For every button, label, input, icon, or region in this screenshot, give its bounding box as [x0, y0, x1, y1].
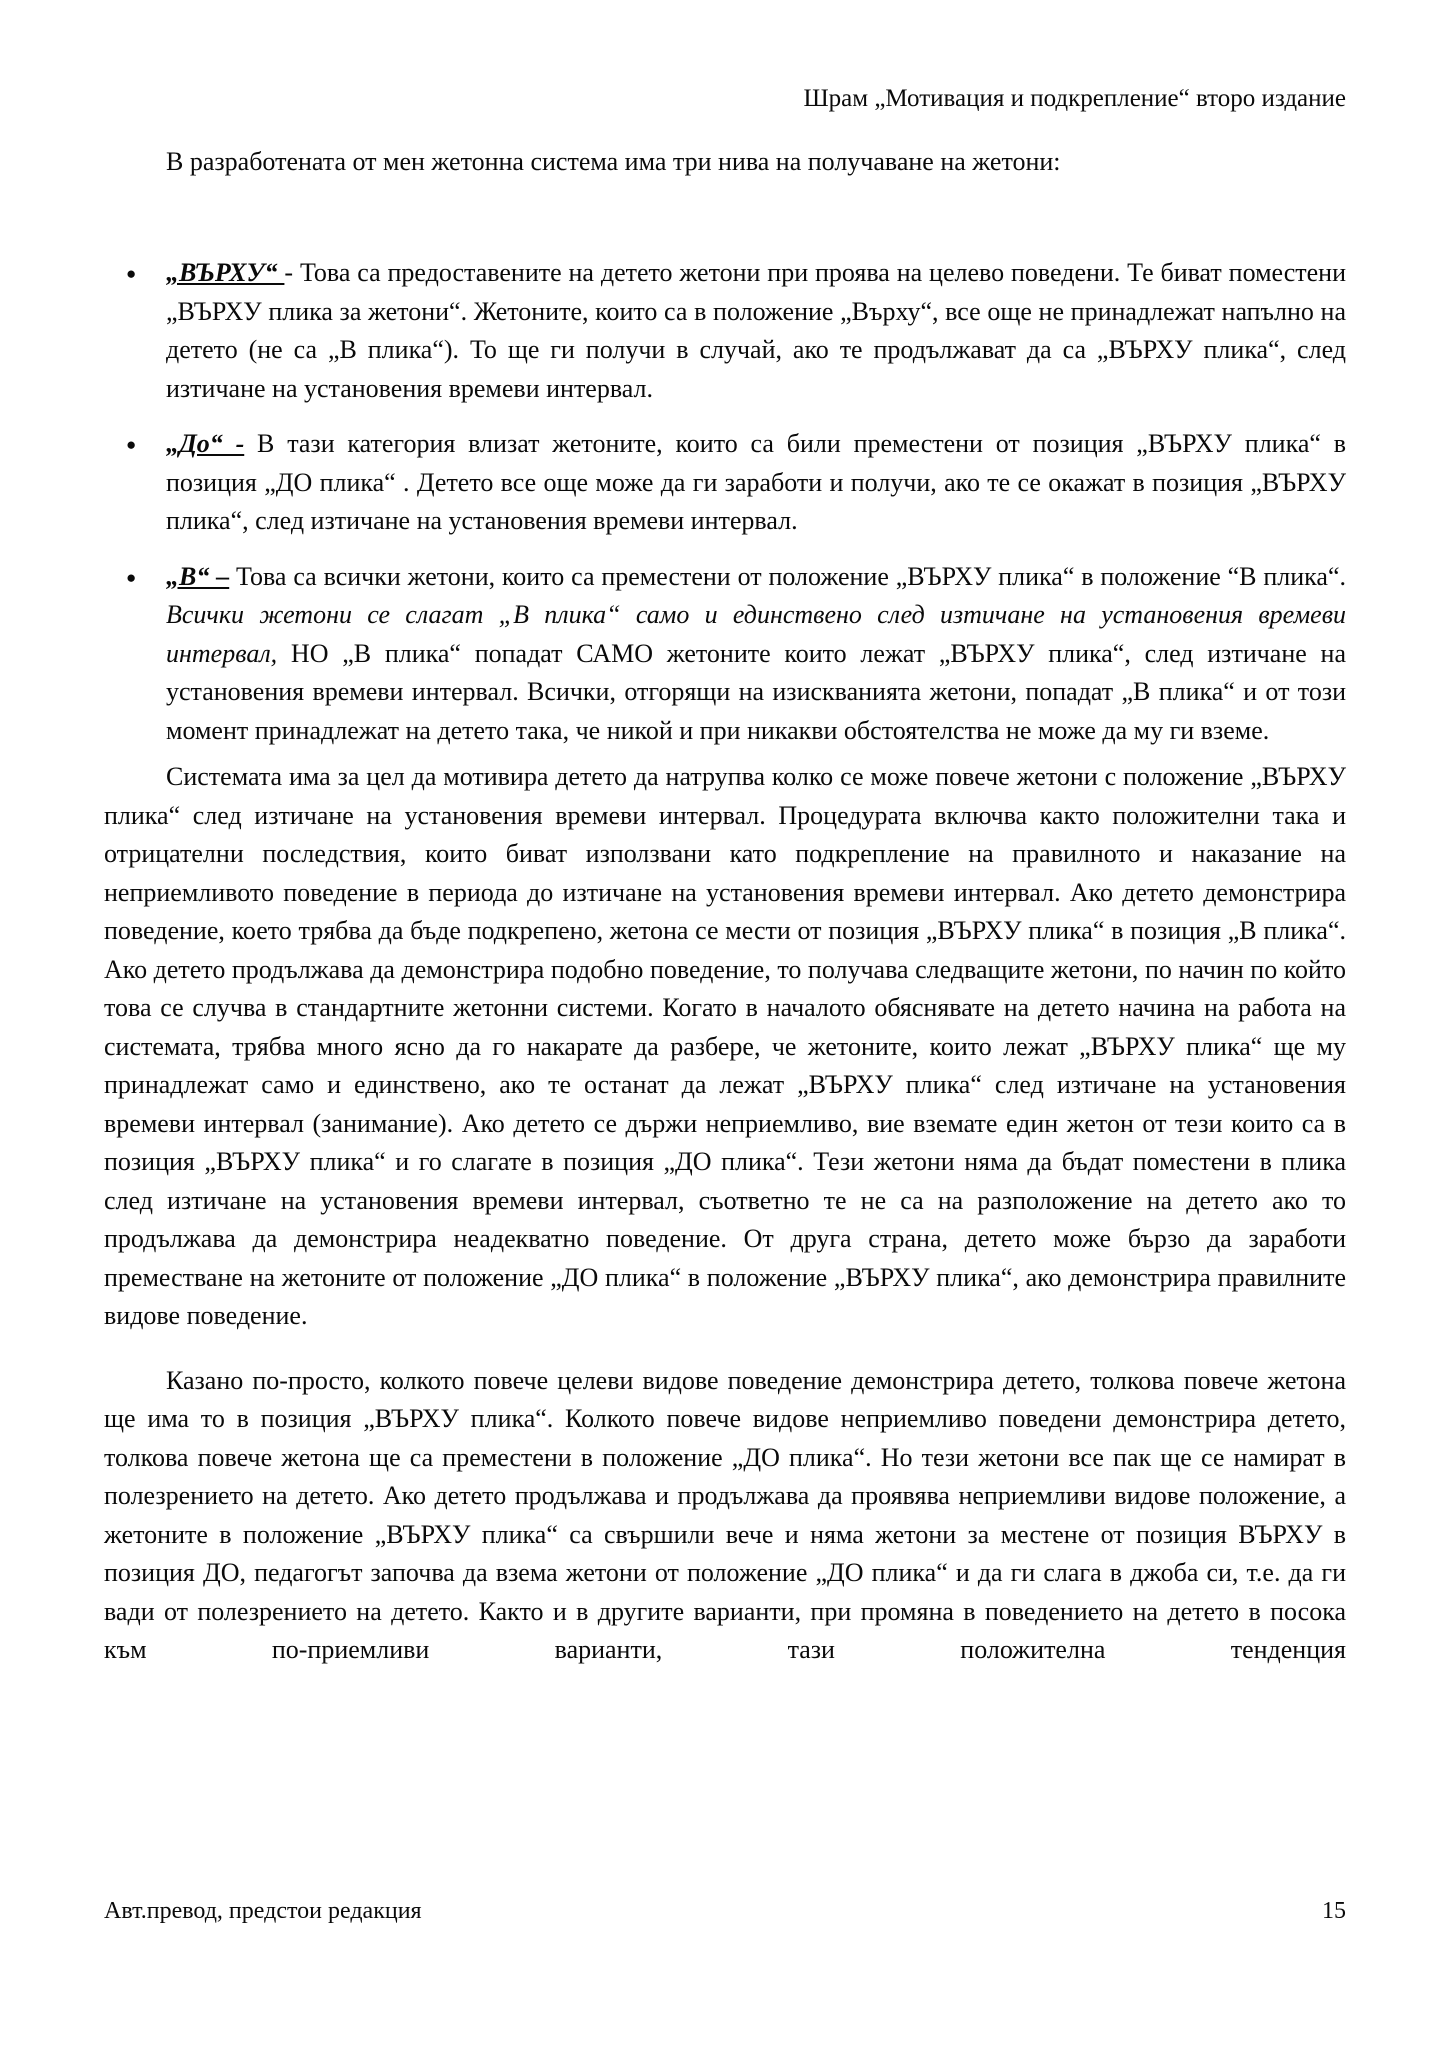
- bullet-text: В тази категория влизат жетоните, които са били преместени от позиция „ВЪРХУ плика“ в позиция „ДО плика“ . Детето все още може да ги заработи и получи, ако те се окажат в позиция „ВЪРХУ плика“, след изтичане на установения времеви интервал.: [166, 429, 1346, 535]
- running-header-text: Шрам „Мотивация и подкрепление“ второ издание: [803, 85, 1346, 112]
- bullet-icon: ●: [126, 567, 137, 587]
- bullet-lead-varhu: „ВЪРХУ“: [166, 258, 285, 287]
- footer-note: Авт.превод, предстои редакция: [104, 1898, 422, 1924]
- bullet-icon: ●: [126, 435, 137, 454]
- bullet-lead-do: „До“ -: [166, 429, 245, 458]
- token-levels-list: [104, 254, 1346, 750]
- bullet-lead-v: „В“ –: [166, 561, 230, 591]
- bullet-icon: ●: [126, 264, 137, 283]
- bullet-text-italic: Всички жетони се слагат „В плика“ само и единствено след изтичане на установения времеви интервал,: [166, 600, 1346, 668]
- list-item-do: [126, 425, 1346, 541]
- body-paragraph-summary: Казано по-просто, колкото повече целеви видове поведение демонстрира детето, толкова повече жетона ще има то в позиция „ВЪРХУ плика“. Колкото повече видове неприемливо поведени демонстрира детето, толкова повече жетона ще са преместени в положение „ДО плика“. Но тези жетони все пак ще се намират в полезрението на детето. Ако детето продължава и продължава да проявява неприемливи видове положение, а жетоните в положение „ВЪРХУ плика“ са свършили вече и няма жетони за местене от позиция ВЪРХУ в позиция ДО, педагогът започва да взема жетони от положение „ДО плика“ и да ги слага в джоба си, т.е. да ги вади от полезрението на детето. Както и в другите варианти, при промяна в поведението на детето в посока към по-приемливи варианти, тази положителна тенденция: [104, 1365, 1346, 1664]
- list-item-v: [126, 558, 1346, 751]
- intro-paragraph: В разработената от мен жетонна система има три нива на получаване на жетони:: [166, 147, 1061, 176]
- running-header: [104, 84, 1346, 114]
- body-paragraph-system: Системата има за цел да мотивира детето да натрупва колко се може повече жетони с положение „ВЪРХУ плика“ след изтичане на установения времеви интервал. Процедурата включва както положителни така и отрицателни последствия, които биват използвани като подкрепление на правилното и наказание на неприемливото поведение в периода до изтичане на установения времеви интервал. Ако детето демонстрира поведение, което трябва да бъде подкрепено, жетона се мести от позиция „ВЪРХУ плика“ в позиция „В плика“. Ако детето продължава да демонстрира подобно поведение, то получава следващите жетони, по начин по който това се случва в стандартните жетонни системи. Когато в началото обяснявате на детето начина на работа на системата, трябва много ясно да го накарате да разбере, че жетоните, които лежат „ВЪРХУ плика“ ще му принадлежат само и единствено, ако те останат да лежат „ВЪРХУ плика“ след изтичане на установения времеви интервал (занимание). Ако детето се държи неприемливо, вие вземате един жетон от тези които са в позиция „ВЪРХУ плика“ и го слагате в позиция „ДО плика“. Тези жетони няма да бъдат поместени в плика след изтичане на установения времеви интервал, съответно те не са на разположение на детето ако то продължава да демонстрира неадекватно поведение. От друга страна, детето може бързо да заработи преместване на жетоните от положение „ДО плика“ в положение „ВЪРХУ плика“, ако демонстрира правилните видове поведение.: [104, 762, 1346, 1330]
- bullet-text: Това са всички жетони, които са преместени от положение „ВЪРХУ плика“ в положение “В плика“.: [229, 561, 1346, 591]
- page-number: 15: [1322, 1898, 1346, 1924]
- bullet-text: - Това са предоставените на детето жетони при проява на целево поведени. Те биват поместени „ВЪРХУ плика за жетони“. Жетоните, които са в положение „Върху“, все още не принадлежат напълно на детето (не са „В плика“). То ще ги получи в случай, ако те продължават да са „ВЪРХУ плика“, след изтичане на установения времеви интервал.: [166, 258, 1346, 403]
- bullet-text: НО „В плика“ попадат САМО жетоните които лежат „ВЪРХУ плика“, след изтичане на установения времеви интервал. Всички, отгорящи на изискванията жетони, попадат „В плика“ и от този момент принадлежат на детето така, че никой и при никакви обстоятелства не може да му ги вземе.: [166, 638, 1346, 745]
- page-footer: [104, 1896, 1346, 1926]
- list-item-varhu: [126, 254, 1346, 408]
